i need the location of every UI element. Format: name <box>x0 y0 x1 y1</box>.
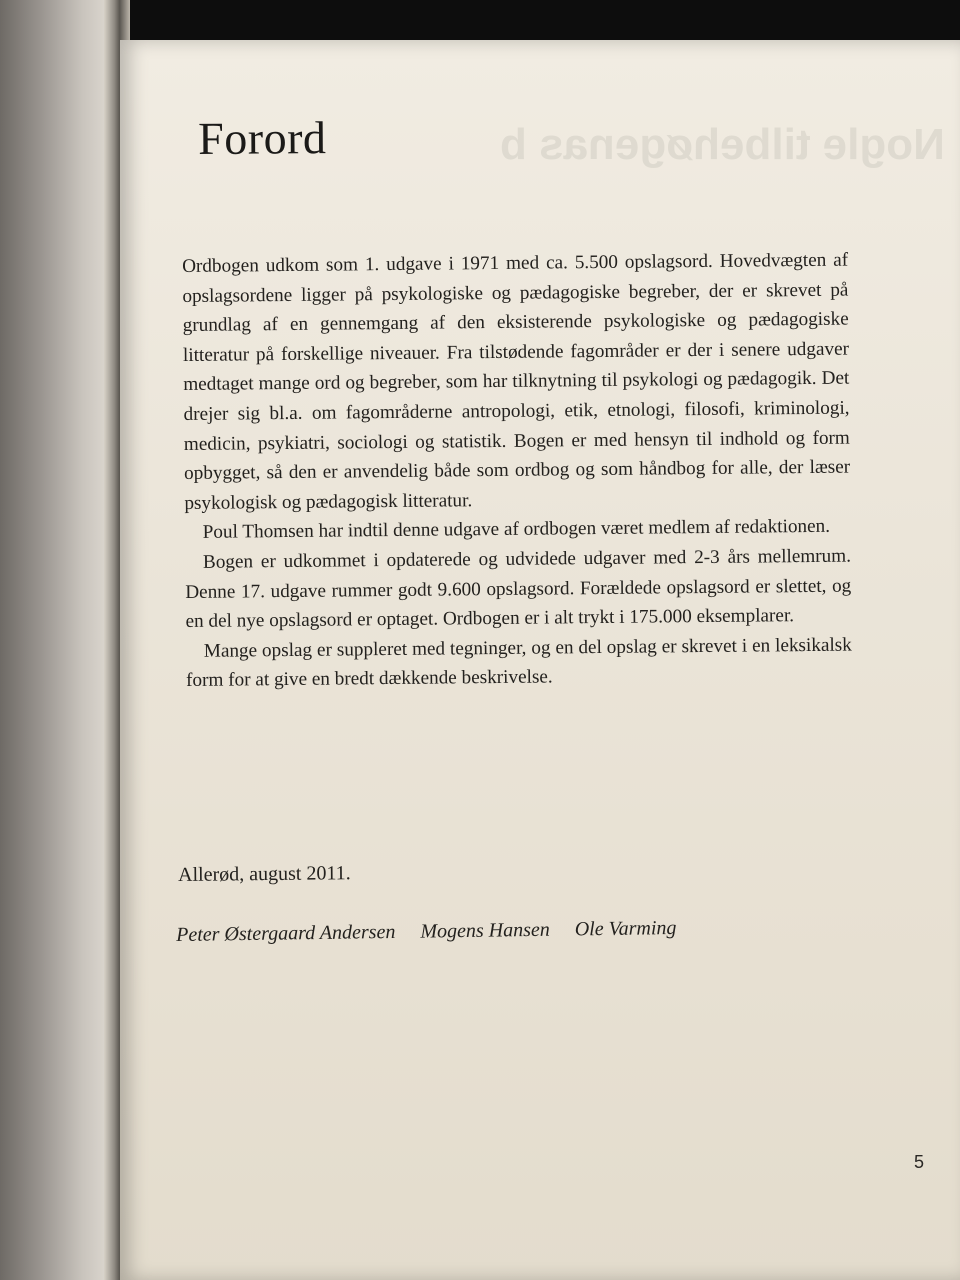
authors <box>176 917 697 947</box>
page-number: 5 <box>914 1152 925 1172</box>
paragraph-4: Mange opslag er suppleret med tegninger, og en del opslag er skrevet i en leksikalsk form for at give en bredt dækkende beskrivelse. <box>186 634 852 692</box>
paragraph-1: Ordbogen udkom som 1. udgave i 1971 med ca. 5.500 opslagsord. Hovedvægten af opslagsordene ligger på psykologiske og pædagogiske begreber, der er skrevet på grundlag af en gennemgang af den eksisterende psykologiske og pædagogiske litteratur på forskellige niveauer. Fra tilstødende fagområder er der i senere udgaver medtaget mange ord og begreber, som har tilknytning til psykologi og pædagogik. Det drejer sig bl.a. om fagområderne antropologi, etik, etnologi, filosofi, kriminologi, medicin, psykiatri, sociologi og statistik. Bogen er med hensyn til indhold og form opbygget, så den er anvendelig både som ordbog og som håndbog for alle, der læser psykologisk og pædagogisk litteratur. <box>182 249 851 514</box>
author-2: Mogens Hansen <box>420 918 550 943</box>
facing-page-edge <box>0 0 118 1280</box>
bleed-through-text: Nogle tilbehøgenas b <box>500 120 945 169</box>
book-page <box>120 40 960 1280</box>
paragraph-2: Poul Thomsen har indtil denne udgave af ordbogen været medlem af redaktionen. <box>202 516 831 544</box>
preface-body <box>182 246 852 696</box>
place-date: Allerød, august 2011. <box>178 862 351 886</box>
author-1: Peter Østergaard Andersen <box>176 920 396 946</box>
paragraph-3: Bogen er udkommet i opdaterede og udvidede udgaver med 2-3 års mellemrum. Denne 17. udgave rummer godt 9.600 opslagsord. Forældede opslagsord er slettet, og en del nye opslagsord er optaget. Ordbogen er i alt trykt i 175.000 eksemplarer. <box>185 545 852 633</box>
author-3: Ole Varming <box>574 917 677 941</box>
page-title: Forord <box>198 112 327 164</box>
